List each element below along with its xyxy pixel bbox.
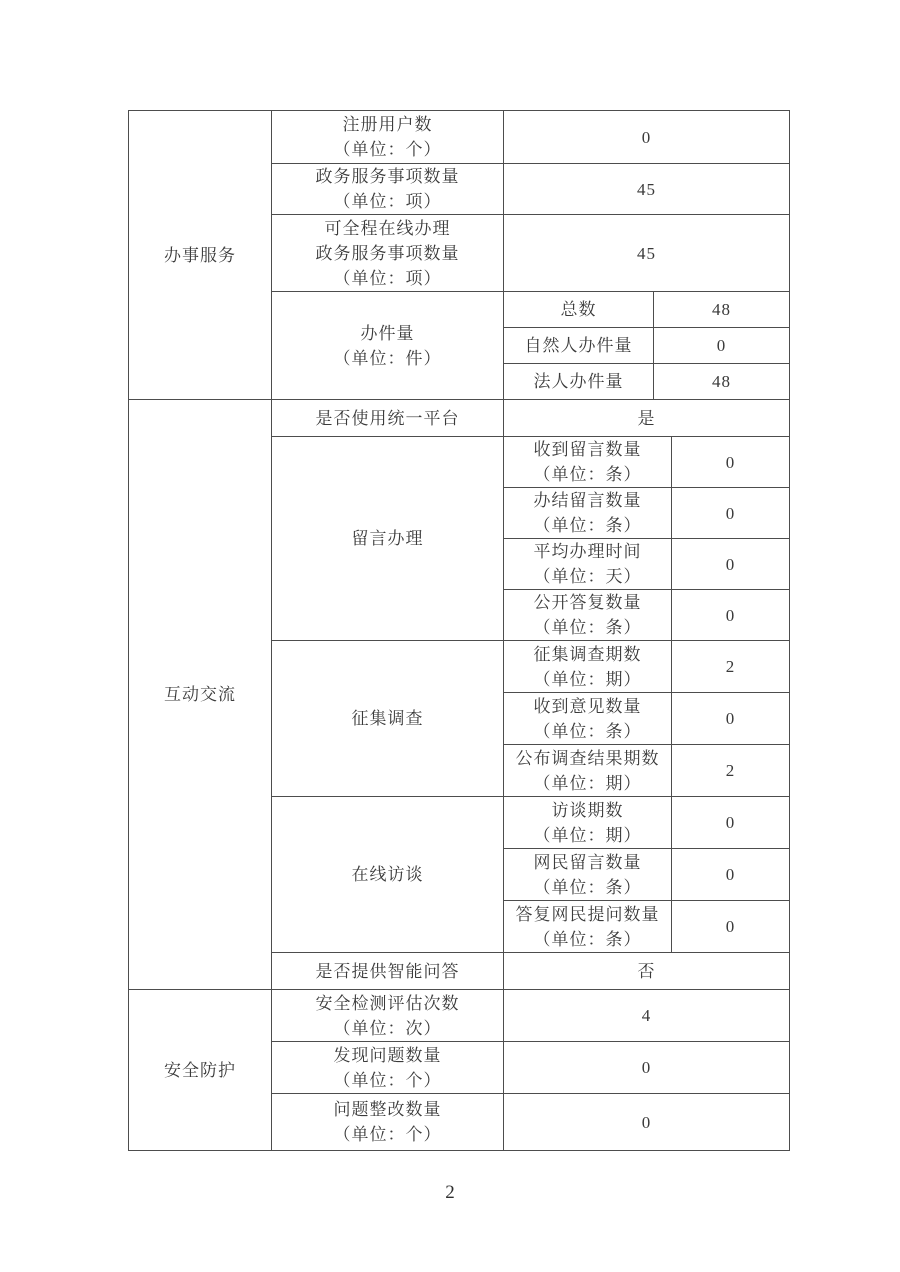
report-table	[128, 110, 790, 1151]
subitem-cell	[504, 745, 672, 797]
subitem-cell	[504, 641, 672, 693]
value-cell: 0	[672, 590, 790, 641]
subitem-label: 公布调查结果期数	[515, 748, 660, 768]
subitem-label: 收到意见数量	[533, 696, 642, 716]
value-cell: 0	[654, 328, 790, 364]
item-cell	[272, 111, 504, 164]
group-label: 办件量	[360, 323, 415, 343]
subitem-cell: 法人办件量	[504, 364, 654, 400]
value-cell: 0	[672, 488, 790, 539]
item-unit: （单位：个）	[333, 140, 442, 159]
subitem-label: 公开答复数量	[533, 593, 642, 612]
item-label-line2: 政务服务事项数量	[315, 243, 460, 263]
subitem-cell	[504, 797, 672, 849]
item-cell: 是否提供智能问答	[272, 953, 504, 990]
subitem-unit: （单位：条）	[533, 516, 642, 535]
value-cell: 0	[504, 111, 790, 164]
value-cell: 0	[672, 849, 790, 901]
value-cell: 是	[504, 400, 790, 437]
item-label: 注册用户数	[342, 115, 433, 134]
subitem-cell	[504, 693, 672, 745]
subitem-cell	[504, 539, 672, 590]
value-cell: 2	[672, 745, 790, 797]
subitem-unit: （单位：条）	[533, 721, 642, 741]
category-cell-service: 办事服务	[129, 111, 272, 400]
page-number: 2	[445, 1182, 455, 1203]
value-cell: 否	[504, 953, 790, 990]
subitem-label: 平均办理时间	[533, 542, 642, 561]
value-cell: 0	[672, 797, 790, 849]
subitem-label: 网民留言数量	[533, 852, 642, 872]
value-cell: 2	[672, 641, 790, 693]
item-label: 问题整改数量	[333, 1100, 442, 1119]
item-cell	[272, 164, 504, 215]
subitem-unit: （单位：期）	[533, 825, 642, 845]
subitem-label: 访谈期数	[551, 800, 624, 820]
item-label: 政务服务事项数量	[315, 167, 460, 186]
subitem-cell	[504, 901, 672, 953]
group-cell-zaixianfangtan: 在线访谈	[272, 797, 504, 953]
subitem-label: 办结留言数量	[533, 491, 642, 510]
value-cell: 0	[504, 1094, 790, 1151]
value-cell: 45	[504, 164, 790, 215]
value-cell: 48	[654, 292, 790, 328]
subitem-cell	[504, 849, 672, 901]
item-unit: （单位：次）	[333, 1018, 442, 1038]
item-cell	[272, 1094, 504, 1151]
category-cell-security: 安全防护	[129, 990, 272, 1151]
subitem-cell	[504, 437, 672, 488]
item-unit: （单位：项）	[333, 268, 442, 288]
subitem-unit: （单位：条）	[533, 465, 642, 484]
value-cell: 45	[504, 215, 790, 292]
item-cell	[272, 990, 504, 1042]
item-cell: 是否使用统一平台	[272, 400, 504, 437]
value-cell: 0	[672, 437, 790, 488]
item-label: 可全程在线办理	[324, 218, 451, 238]
value-cell: 0	[672, 693, 790, 745]
item-label: 发现问题数量	[333, 1045, 442, 1065]
group-cell-liuyanbanli: 留言办理	[272, 437, 504, 641]
subitem-unit: （单位：条）	[533, 618, 642, 637]
item-label: 安全检测评估次数	[315, 993, 460, 1013]
subitem-cell	[504, 488, 672, 539]
value-cell: 48	[654, 364, 790, 400]
group-cell-banjianliang	[272, 292, 504, 400]
subitem-label: 征集调查期数	[533, 644, 642, 664]
subitem-cell: 自然人办件量	[504, 328, 654, 364]
item-cell	[272, 1042, 504, 1094]
value-cell: 0	[672, 901, 790, 953]
subitem-cell	[504, 590, 672, 641]
subitem-unit: （单位：条）	[533, 877, 642, 897]
item-unit: （单位：项）	[333, 192, 442, 211]
group-cell-zhengjidiaocha: 征集调查	[272, 641, 504, 797]
item-unit: （单位：个）	[333, 1125, 442, 1144]
value-cell: 0	[504, 1042, 790, 1094]
group-unit: （单位：件）	[333, 348, 442, 368]
item-cell	[272, 215, 504, 292]
subitem-label: 收到留言数量	[533, 440, 642, 459]
subitem-cell: 总数	[504, 292, 654, 328]
subitem-unit: （单位：天）	[533, 567, 642, 586]
subitem-unit: （单位：条）	[533, 929, 642, 949]
subitem-unit: （单位：期）	[533, 773, 642, 793]
subitem-label: 答复网民提问数量	[515, 904, 660, 924]
value-cell: 0	[672, 539, 790, 590]
category-cell-interaction: 互动交流	[129, 400, 272, 990]
item-unit: （单位：个）	[333, 1070, 442, 1090]
subitem-unit: （单位：期）	[533, 669, 642, 689]
value-cell: 4	[504, 990, 790, 1042]
